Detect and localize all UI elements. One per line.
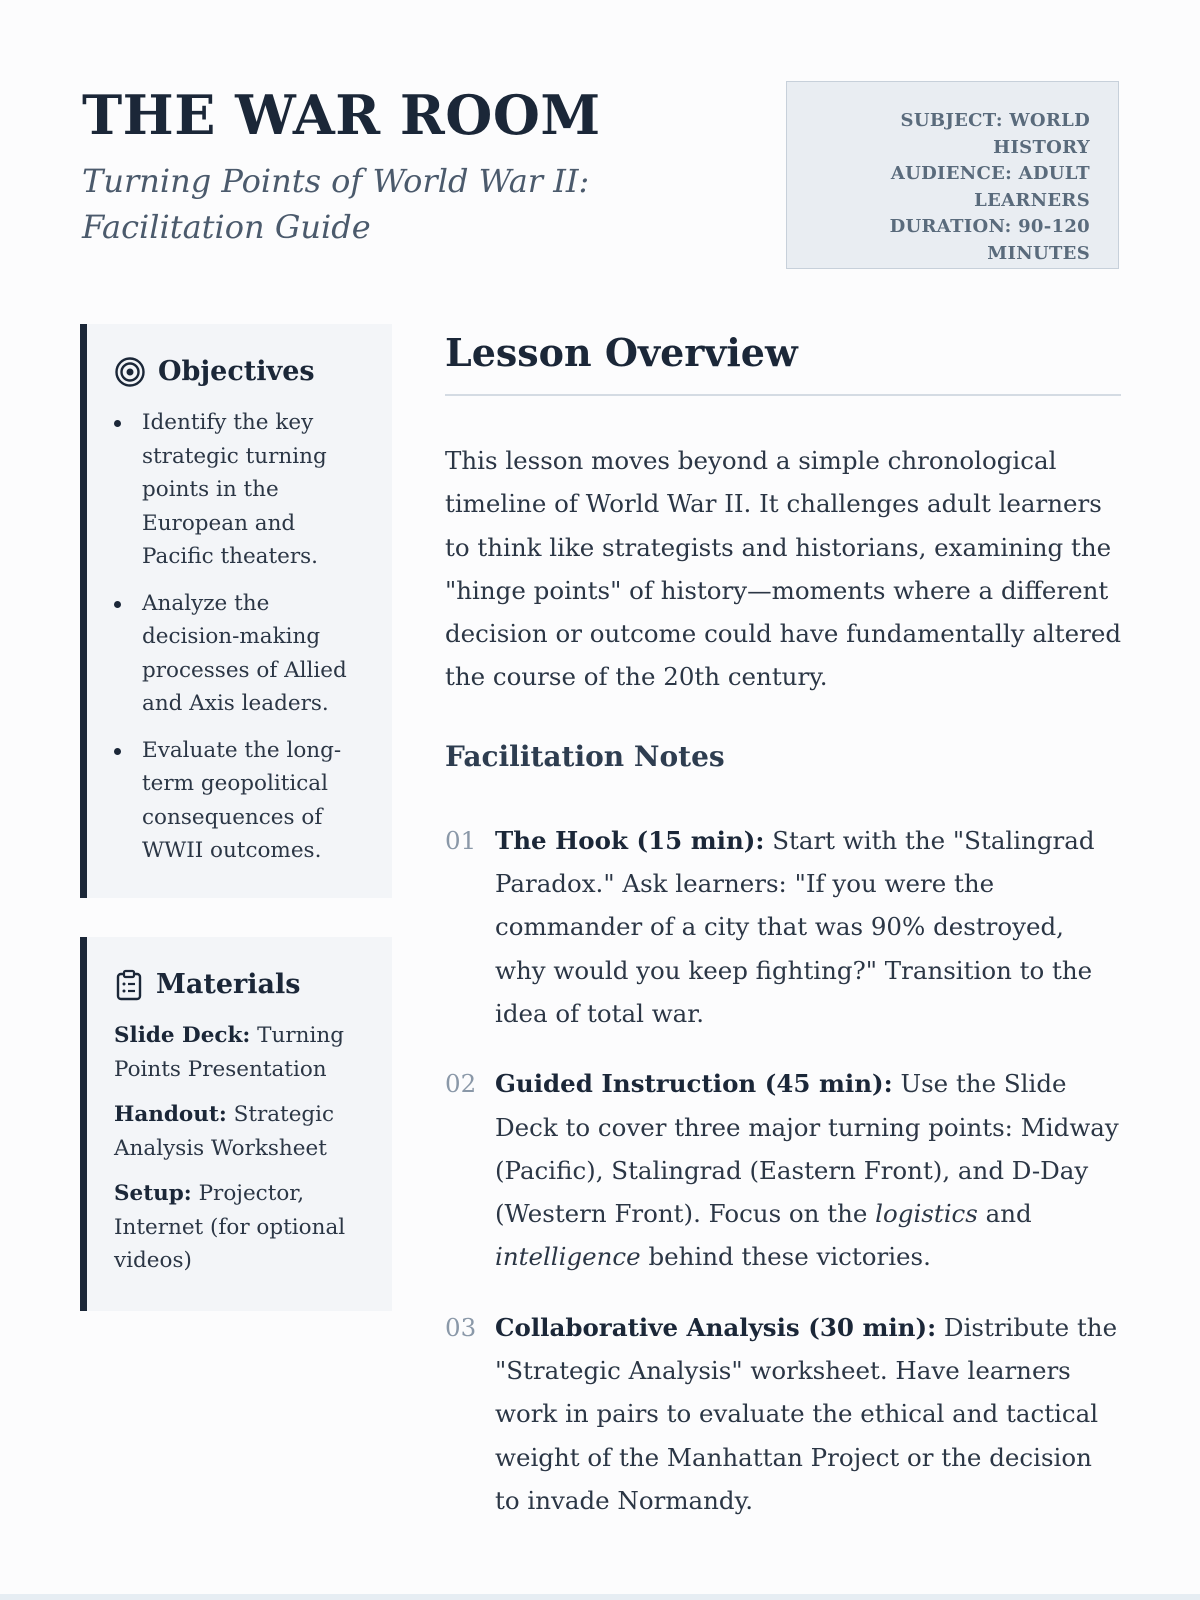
meta-audience: AUDIENCE: ADULT xyxy=(890,163,1090,184)
materials-heading-label: Materials xyxy=(156,969,301,1000)
objectives-list xyxy=(114,406,372,868)
materials-heading xyxy=(114,965,372,1005)
material-label: Slide Deck: xyxy=(114,1023,251,1048)
material-text: Turning Points Presentation xyxy=(114,1023,344,1082)
page-subtitle: Turning Points of World War II: Facilitation Guide xyxy=(82,162,590,246)
lesson-meta-box xyxy=(786,81,1119,269)
note-body xyxy=(495,819,1121,1035)
objectives-card xyxy=(80,324,392,898)
objective-item: Identify the key strategic turning points in the European and Pacific theaters. xyxy=(114,406,372,574)
note-item xyxy=(445,1062,1121,1278)
material-item xyxy=(114,1098,372,1165)
objective-item: Evaluate the long-term geopolitical consequences of WWII outcomes. xyxy=(114,734,372,868)
material-label: Handout: xyxy=(114,1102,227,1127)
meta-audience-cont: LEARNERS xyxy=(974,189,1090,211)
note-emphasis: intelligence xyxy=(495,1242,641,1272)
meta-subject: SUBJECT: WORLD HISTORY xyxy=(900,110,1090,158)
material-label: Setup: xyxy=(114,1181,192,1206)
note-text: behind these victories. xyxy=(648,1242,931,1272)
note-text: Distribute the "Strategic Analysis" worksheet. Have learners work in pairs to evaluate the ethical and tactical weight of the Manhattan Project or the decision to invade Normandy. xyxy=(495,1312,1118,1515)
material-item xyxy=(114,1019,372,1086)
material-item xyxy=(114,1177,372,1278)
bottom-band xyxy=(0,1594,1200,1600)
note-title: Collaborative Analysis (30 min): xyxy=(495,1312,937,1342)
materials-card xyxy=(80,937,392,1311)
note-text: and xyxy=(985,1199,1032,1229)
note-emphasis: logistics xyxy=(875,1199,978,1229)
note-title: The Hook (15 min): xyxy=(495,825,765,855)
note-text: Start with the "Stalingrad Paradox." Ask learners: "If you were the commander of a city that was 90% destroyed, why would you keep fighting?" Transition to the idea of total war. xyxy=(495,825,1095,1028)
overview-heading: Lesson Overview xyxy=(445,318,1121,396)
note-title: Guided Instruction (45 min): xyxy=(495,1069,893,1099)
objectives-heading xyxy=(114,352,372,392)
note-body xyxy=(495,1306,1121,1522)
overview-body: This lesson moves beyond a simple chronological timeline of World War II. It challenges adult learners to think like strategists and historians, examining the "hinge points" of history—moments where a different decision or outcome could have fundamentally altered the course of the 20th century. xyxy=(445,446,1122,692)
note-body xyxy=(495,1062,1121,1278)
note-number: 01 xyxy=(445,825,477,855)
target-icon xyxy=(114,356,146,388)
note-text: Use the Slide Deck to cover three major turning points: Midway (Pacific), Stalingrad (Eastern Front), and D-Day (Western Front). Focus on the xyxy=(495,1069,1119,1229)
note-item xyxy=(445,1306,1121,1522)
facilitation-notes xyxy=(445,819,1121,1522)
facilitation-heading: Facilitation Notes xyxy=(445,739,725,773)
clipboard-icon xyxy=(114,969,144,1001)
objectives-heading-label: Objectives xyxy=(158,356,315,387)
note-item xyxy=(445,819,1121,1035)
meta-duration: DURATION: 90-120 xyxy=(889,216,1090,237)
material-text: Projector, Internet (for optional videos) xyxy=(114,1181,346,1273)
note-number: 03 xyxy=(445,1312,477,1342)
page-title: THE WAR ROOM xyxy=(82,83,601,147)
objective-item: Analyze the decision-making processes of Allied and Axis leaders. xyxy=(114,587,372,721)
main-content xyxy=(445,318,1121,1549)
note-number: 02 xyxy=(445,1069,477,1099)
material-text: Strategic Analysis Worksheet xyxy=(114,1102,335,1161)
meta-duration-cont: MINUTES xyxy=(987,242,1090,264)
